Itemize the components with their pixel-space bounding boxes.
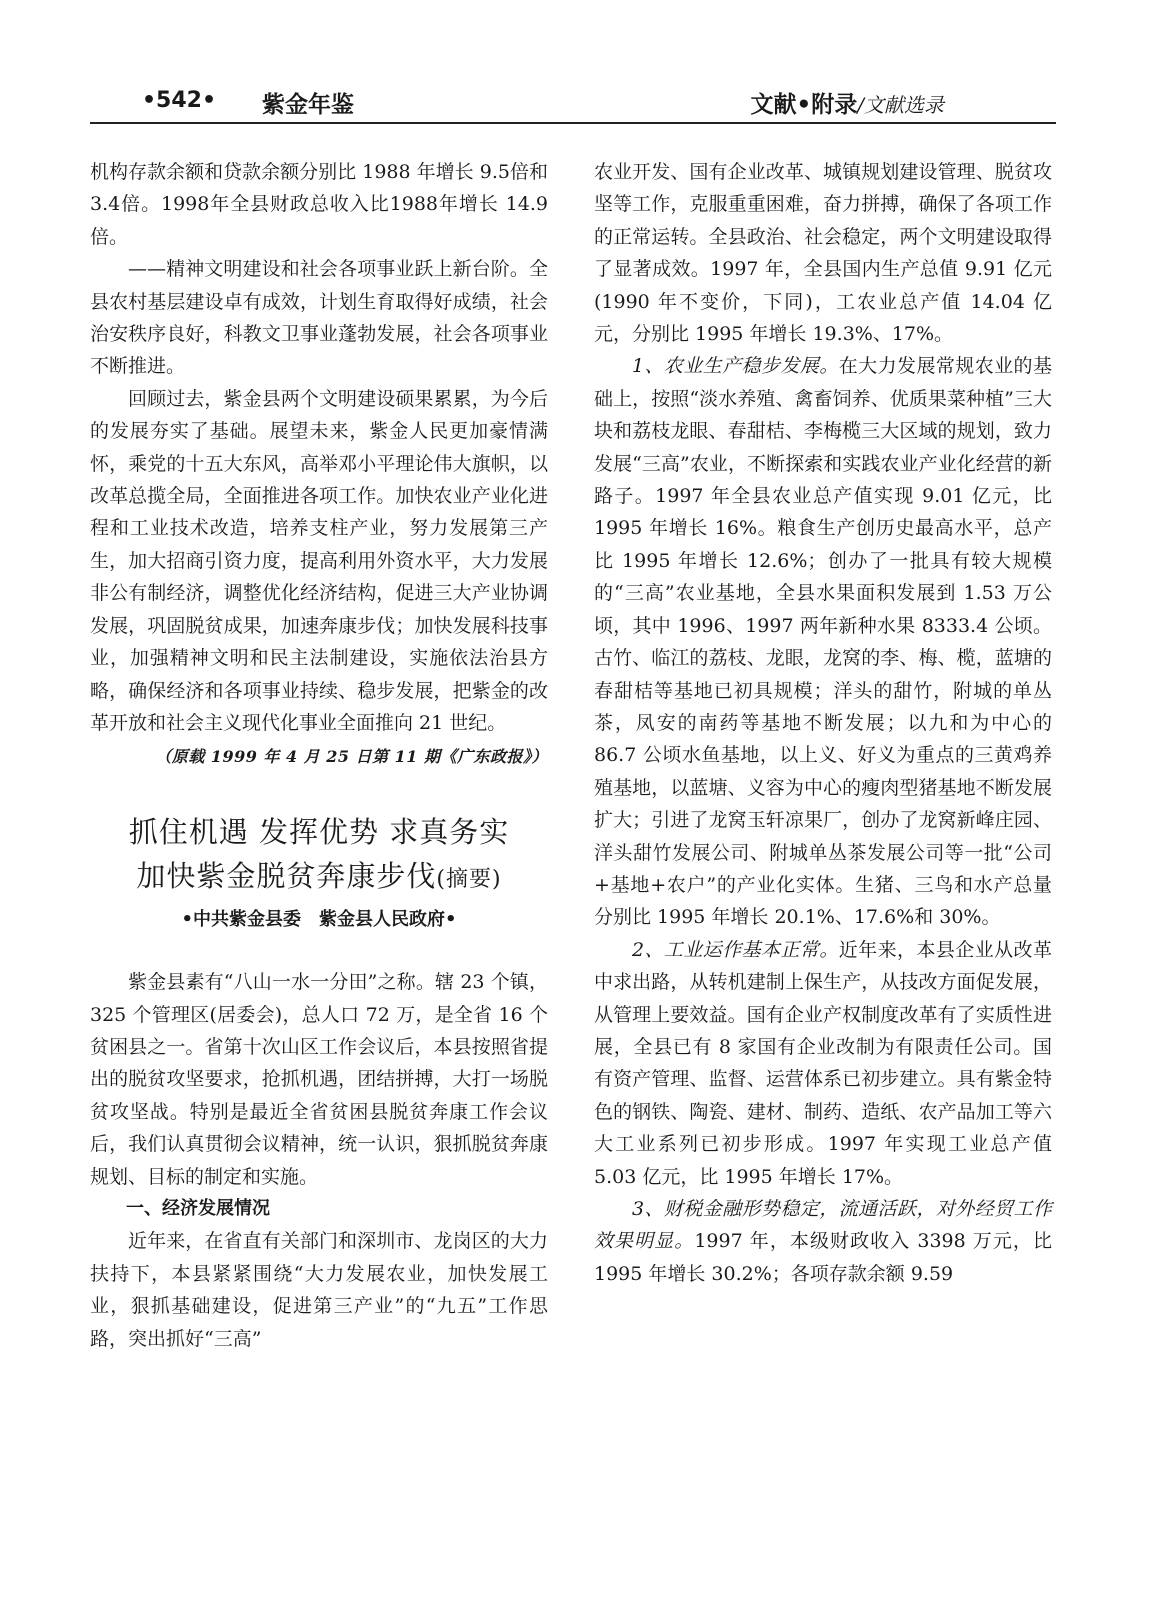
page-number: •542• (142, 88, 217, 113)
article-authors: •中共紫金县委 紫金县人民政府• (181, 908, 457, 930)
right-paragraph-3 (594, 934, 1052, 1193)
right-paragraph-4 (594, 1193, 1052, 1290)
industry-text: 近年来，本县企业从改革中求出路，从转机建制上保生产，从技改方面促发展，从管理上要效益。国有企业产权制度改革有了实质性进展，全县已有 8 家国有企业改制为有限责任公司。国有资产管理、监督、运营体系已初步建立。具有紫金特色的钢铁、陶瓷、建材、制药、造纸、农产品加工等六大工业系列已初步形成。1997 年实现工业总产值 5.03 亿元，比 1995 年增长 17%。 (594, 938, 1052, 1188)
article-title (90, 810, 548, 902)
right-column (594, 156, 1052, 1290)
section-title (751, 86, 944, 119)
left-paragraph-2: ——精神文明建设和社会各项事业跃上新台阶。全县农村基层建设卓有成效，计划生育取得好成绩，社会治安秩序良好，科教文卫事业蓬勃发展，社会各项事业不断推进。 (90, 258, 548, 378)
left-paragraph-3: 回顾过去，紫金县两个文明建设硕果累累，为今后的发展夯实了基础。展望未来，紫金人民更加豪情满怀，乘党的十五大东风，高举邓小平理论伟大旗帜，以改革总揽全局，全面推进各项工作。加快农业产业化进程和工业技术改造，培养支柱产业，努力发展第三产生，加大招商引资力度，提高利用外资水平，大力发展非公有制经济，调整优化经济结构，促进三大产业协调发展，巩固脱贫成果，加速奔康步伐；加快发展科技事业，加强精神文明和民主法制建设，实施依法治县方略，确保经济和各项事业持续、稳步发展，把紫金的改革开放和社会主义现代化事业全面推向 21 世纪。 (90, 387, 548, 734)
section-heading-economy: 一、经济发展情况 (126, 1197, 270, 1219)
book-title: 紫金年鉴 (262, 92, 354, 118)
left-paragraph-5: 近年来，在省直有关部门和深圳市、龙岗区的大力扶持下，本县紧紧围绕“大力发展农业，加快发展工业，狠抓基础建设，促进第三产业”的“九五”工作思路，突出抓好“三高” (90, 1230, 548, 1350)
source-note: （原载 1999 年 4 月 25 日第 11 期《广东政报》） (155, 747, 548, 767)
section-title-sub: /文献选录 (857, 93, 944, 117)
right-paragraph-2 (594, 350, 1052, 933)
left-column (90, 156, 548, 1355)
left-paragraph-4: 紫金县素有“八山一水一分田”之称。辖 23 个镇，325 个管理区(居委会)，总人口 72 万，是全省 16 个贫困县之一。省第十次山区工作会议后，本县按照省提出的脱贫攻坚要求，抢抓机遇，团结拼搏，大打一场脱贫攻坚战。特别是最近全省贫困县脱贫奔康工作会议后，我们认真贯彻会议精神，统一认识，狠抓脱贫奔康规划、目标的制定和实施。 (90, 971, 548, 1188)
agriculture-label: 1、农业生产稳步发展。 (632, 355, 839, 378)
industry-label: 2、工业运作基本正常。 (632, 938, 839, 961)
finance-text: 1997 年，本级财政收入 3398 万元，比 1995 年增长 30.2%；各项存款余额 9.59 (594, 1230, 1052, 1285)
left-paragraph-1: 机构存款余额和贷款余额分别比 1988 年增长 9.5倍和3.4倍。1998年全县财政总收入比1988年增长 14.9 倍。 (90, 161, 548, 248)
right-paragraph-1: 农业开发、国有企业改革、城镇规划建设管理、脱贫攻坚等工作，克服重重困难，奋力拼搏，确保了各项工作的正常运转。全县政治、社会稳定，两个文明建设取得了显著成效。1997 年，全县国内生产总值 9.91 亿元(1990 年不变价，下同)，工农业总产值 14.04 亿元，分别比 1995 年增长 19.3%、17%。 (594, 161, 1052, 346)
agriculture-text: 在大力发展常规农业的基础上，按照“淡水养殖、禽畜饲养、优质果菜种植”三大块和荔枝龙眼、春甜桔、李梅榄三大区域的规划，致力发展“三高”农业，不断探索和实践农业产业化经营的新路子。1997 年全县农业总产值实现 9.01 亿元，比 1995 年增长 16%。粮食生产创历史最高水平，总产比 1995 年增长 12.6%；创办了一批具有较大规模的“三高”农业基地，全县水果面积发展到 1.53 万公顷，其中 1996、1997 两年新种水果 8333.4 公顷。古竹、临江的荔枝、龙眼，龙窝的李、梅、榄，蓝塘的春甜桔等基地已初具规模；洋头的甜竹，附城的单丛茶，凤安的南药等基地不断发展；以九和为中心的 86.7 公顷水鱼基地，以上义、好义为重点的三黄鸡养殖基地，以蓝塘、义容为中心的瘦肉型猪基地不断发展扩大；引进了龙窝玉轩凉果厂，创办了龙窝新峰庄园、洋头甜竹发展公司、附城单丛茶发展公司等一批“公司+基地+农户”的产业化实体。生猪、三鸟和水产总量分别比 1995 年增长 20.1%、17.6%和 30%。 (594, 355, 1052, 929)
section-title-main: 文献•附录 (750, 92, 858, 118)
article-title-abstract: (摘要) (436, 866, 502, 892)
finance-label: 3、财税金融形势稳定，流通活跃，对外经贸工作效果明显。 (594, 1198, 1052, 1253)
article-title-line-1: 抓住机遇 发挥优势 求真务实 (128, 814, 510, 849)
page-header (90, 86, 1056, 124)
article-title-line-2: 加快紫金脱贫奔康步伐 (136, 858, 437, 893)
